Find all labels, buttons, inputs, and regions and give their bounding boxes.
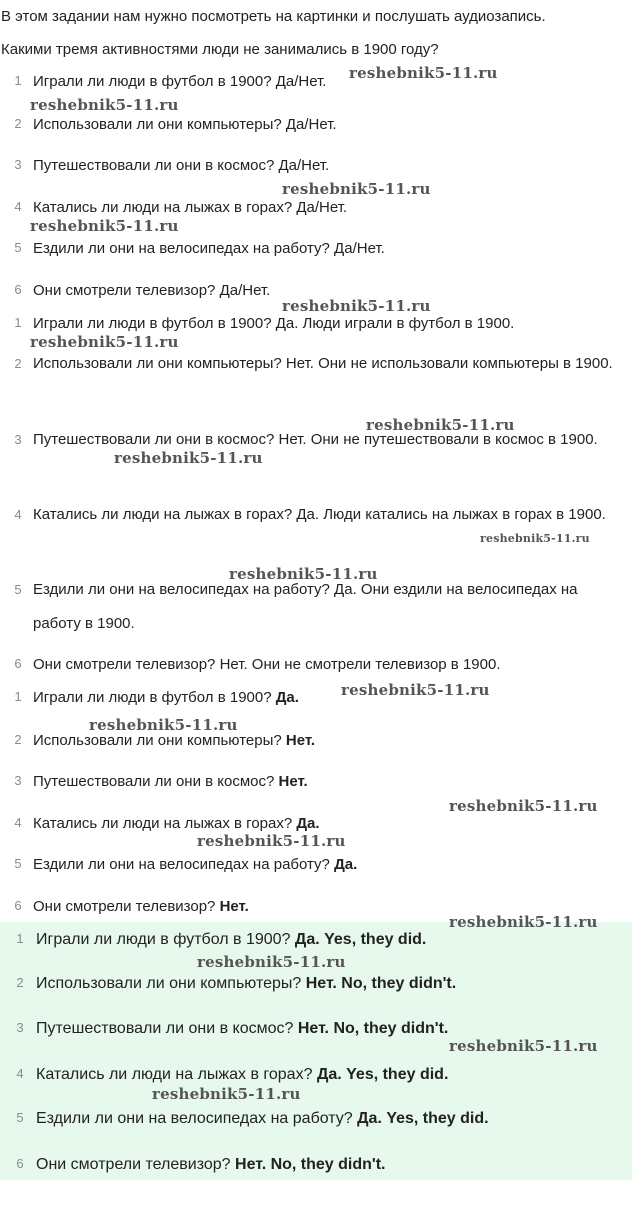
answer-text: Нет. No, they didn't. bbox=[305, 975, 457, 992]
watermark: reshebnik5-11.ru bbox=[152, 1085, 301, 1103]
answer-text: Да. bbox=[334, 856, 358, 873]
question-text: Играли ли люди в футбол в 1900? bbox=[33, 689, 272, 706]
question-text: Использовали ли они компьютеры? bbox=[33, 732, 282, 749]
question-text: Ездили ли они на велосипедах на работу? bbox=[36, 1110, 353, 1127]
watermark: reshebnik5-11.ru bbox=[114, 449, 263, 467]
watermark: reshebnik5-11.ru bbox=[197, 953, 346, 971]
item-number: 3 bbox=[14, 773, 22, 788]
watermark: reshebnik5-11.ru bbox=[449, 1037, 598, 1055]
item-text: Путешествовали ли они в космос? Да/Нет. bbox=[33, 157, 330, 174]
question-text: Использовали ли они компьютеры? bbox=[36, 975, 302, 992]
watermark: reshebnik5-11.ru bbox=[366, 416, 515, 434]
item-number: 6 bbox=[14, 898, 22, 913]
question-text: Они смотрели телевизор? bbox=[36, 1156, 231, 1173]
question-text: Катались ли люди на лыжах в горах? bbox=[36, 1066, 313, 1083]
item-number: 4 bbox=[14, 199, 22, 214]
answer-text: Да. bbox=[275, 689, 299, 706]
item-number: 4 bbox=[14, 507, 22, 522]
item-text: Использовали ли они компьютеры? Да/Нет. bbox=[33, 116, 337, 133]
watermark: reshebnik5-11.ru bbox=[30, 217, 179, 235]
item-text: Использовали ли они компьютеры? Нет. Они не использовали компьютеры в 1900. bbox=[33, 355, 613, 372]
watermark: reshebnik5-11.ru bbox=[449, 913, 598, 931]
watermark: reshebnik5-11.ru bbox=[349, 64, 498, 82]
item-number: 1 bbox=[16, 931, 24, 946]
item-number: 3 bbox=[14, 157, 22, 172]
intro-line-2: Какими тремя активностями люди не занимались в 1900 году? bbox=[1, 41, 439, 58]
question-text: Ездили ли они на велосипедах на работу? bbox=[33, 856, 330, 873]
item-number: 5 bbox=[14, 582, 22, 597]
item-number: 6 bbox=[14, 656, 22, 671]
watermark: reshebnik5-11.ru bbox=[282, 297, 431, 315]
question-text: Путешествовали ли они в космос? bbox=[36, 1020, 294, 1037]
watermark: reshebnik5-11.ru bbox=[480, 532, 590, 545]
item-text: Ездили ли они на велосипедах на работу? Да/Нет. bbox=[33, 240, 385, 257]
item-number: 6 bbox=[16, 1156, 24, 1171]
watermark: reshebnik5-11.ru bbox=[449, 797, 598, 815]
item-text: Ездили ли они на велосипедах на работу? Да. Они ездили на велосипедах на работу в 1900. bbox=[33, 581, 578, 632]
item-number: 2 bbox=[16, 975, 24, 990]
item-text: Играли ли люди в футбол в 1900? Да/Нет. bbox=[33, 73, 327, 90]
watermark: reshebnik5-11.ru bbox=[229, 565, 378, 583]
item-number: 3 bbox=[14, 432, 22, 447]
question-text: Путешествовали ли они в космос? bbox=[33, 773, 275, 790]
watermark: reshebnik5-11.ru bbox=[341, 681, 490, 699]
question-text: Они смотрели телевизор? bbox=[33, 898, 216, 915]
answer-text: Да. Yes, they did. bbox=[357, 1110, 489, 1127]
watermark: reshebnik5-11.ru bbox=[30, 333, 179, 351]
item-number: 1 bbox=[14, 689, 22, 704]
item-number: 4 bbox=[16, 1066, 24, 1081]
answer-text: Нет. bbox=[219, 898, 249, 915]
watermark: reshebnik5-11.ru bbox=[89, 716, 238, 734]
answer-text: Да. Yes, they did. bbox=[294, 931, 427, 948]
item-number: 5 bbox=[16, 1110, 24, 1125]
item-text: Катались ли люди на лыжах в горах? Да/Нет. bbox=[33, 199, 348, 216]
item-text: Они смотрели телевизор? Нет. Они не смотрели телевизор в 1900. bbox=[33, 656, 501, 673]
question-text: Катались ли люди на лыжах в горах? bbox=[33, 815, 293, 832]
answer-text: Нет. bbox=[285, 732, 316, 749]
item-number: 1 bbox=[14, 315, 22, 330]
item-number: 1 bbox=[14, 73, 22, 88]
watermark: reshebnik5-11.ru bbox=[197, 832, 346, 850]
item-text: Они смотрели телевизор? Да/Нет. bbox=[33, 282, 271, 299]
answer-text: Нет. No, they didn't. bbox=[235, 1156, 386, 1173]
answer-text: Да. bbox=[296, 815, 320, 832]
item-number: 2 bbox=[14, 116, 22, 131]
item-text: Путешествовали ли они в космос? Нет. Они не путешествовали в космос в 1900. bbox=[33, 431, 598, 448]
watermark: reshebnik5-11.ru bbox=[282, 180, 431, 198]
item-text: Играли ли люди в футбол в 1900? Да. Люди играли в футбол в 1900. bbox=[33, 315, 515, 332]
item-number: 6 bbox=[14, 282, 22, 297]
item-number: 4 bbox=[14, 815, 22, 830]
item-number: 5 bbox=[14, 240, 22, 255]
watermark: reshebnik5-11.ru bbox=[30, 96, 179, 114]
item-number: 5 bbox=[14, 856, 22, 871]
answer-text: Нет. bbox=[278, 773, 308, 790]
item-number: 2 bbox=[14, 356, 22, 371]
answer-text: Нет. No, they didn't. bbox=[297, 1020, 449, 1037]
answer-text: Да. Yes, they did. bbox=[316, 1066, 449, 1083]
intro-line-1: В этом задании нам нужно посмотреть на картинки и послушать аудиозапись. bbox=[1, 8, 546, 25]
item-text: Катались ли люди на лыжах в горах? Да. Люди катались на лыжах в горах в 1900. bbox=[33, 506, 606, 523]
question-text: Играли ли люди в футбол в 1900? bbox=[36, 931, 291, 948]
item-number: 3 bbox=[16, 1020, 24, 1035]
item-number: 2 bbox=[14, 732, 22, 747]
